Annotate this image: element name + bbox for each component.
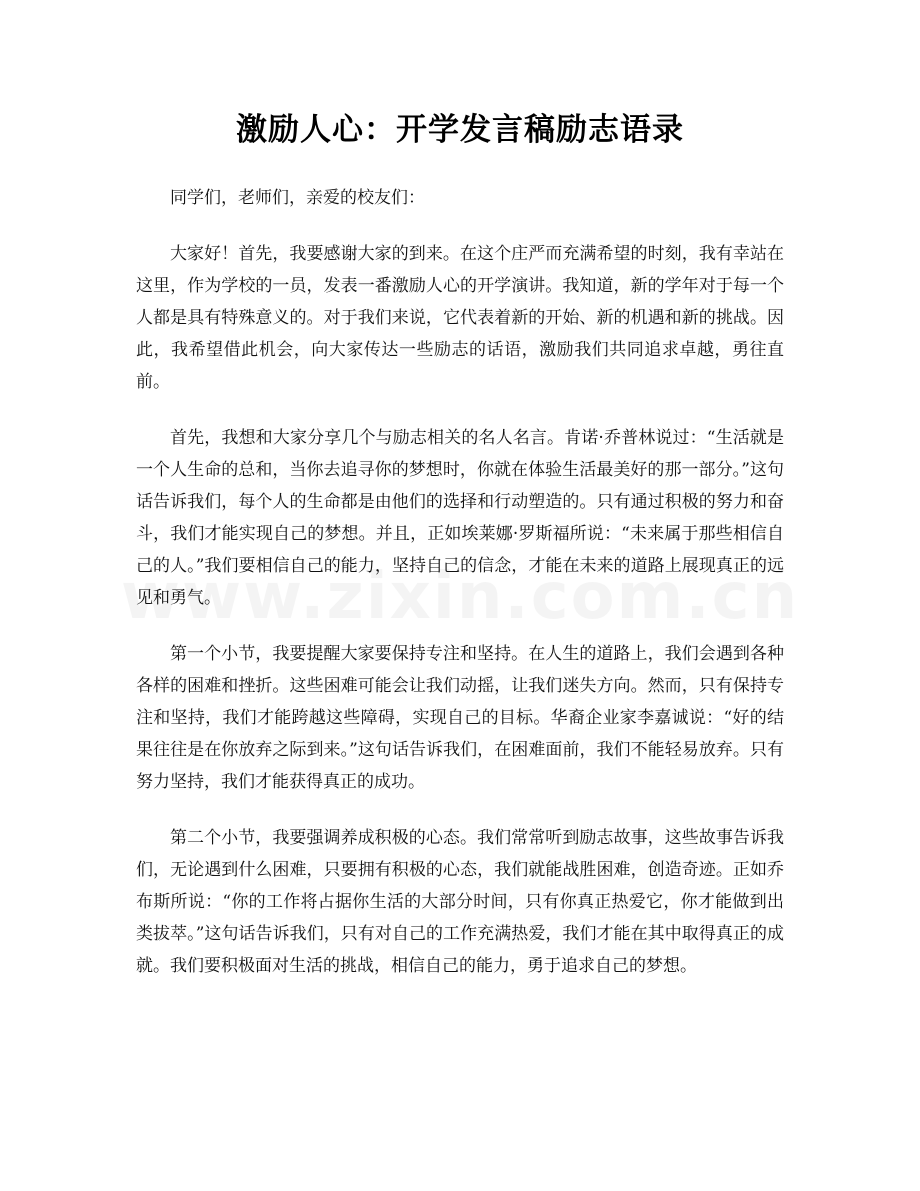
body-paragraph: 第二个小节，我要强调养成积极的心态。我们常常听到励志故事，这些故事告诉我们，无论遇到什么困难，只要拥有积极的心态，我们就能战胜困难，创造奇迹。正如乔布斯所说：“你的工作将占据你生活的大部分时间，只有你真正热爱它，你才能做到出类拔萃。”这句话告诉我们，只有对自己的工作充满热爱，我们才能在其中取得真正的成就。我们要积极面对生活的挑战，相信自己的能力，勇于追求自己的梦想。	[136, 828, 784, 976]
body-paragraph: 第一个小节，我要提醒大家要保持专注和坚持。在人生的道路上，我们会遇到各种各样的困难和挫折。这些困难可能会让我们动摇，让我们迷失方向。然而，只有保持专注和坚持，我们才能跨越这些障碍，实现自己的目标。华裔企业家李嘉诚说：“好的结果往往是在你放弃之际到来。”这句话告诉我们，在困难面前，我们不能轻易放弃。只有努力坚持，我们才能获得真正的成功。	[136, 644, 784, 792]
body-paragraph: 大家好！首先，我要感谢大家的到来。在这个庄严而充满希望的时刻，我有幸站在这里，作为学校的一员，发表一番激励人心的开学演讲。我知道，新的学年对于每一个人都是具有特殊意义的。对于我们来说，它代表着新的开始、新的机遇和新的挑战。因此，我希望借此机会，向大家传达一些励志的话语，激励我们共同追求卓越，勇往直前。	[136, 244, 784, 392]
document-title: 激励人心：开学发言稿励志语录	[236, 112, 684, 148]
greeting-paragraph: 同学们，老师们，亲爱的校友们：	[170, 188, 425, 208]
body-paragraph: 首先，我想和大家分享几个与励志相关的名人名言。肯诺·乔普林说过：“生活就是一个人生命的总和，当你去追寻你的梦想时，你就在体验生活最美好的那一部分。”这句话告诉我们，每个人的生命都是由他们的选择和行动塑造的。只有通过积极的努力和奋斗，我们才能实现自己的梦想。并且，正如埃莱娜·罗斯福所说：“未来属于那些相信自己的人。”我们要相信自己的能力，坚持自己的信念，才能在未来的道路上展现真正的远见和勇气。	[136, 428, 784, 608]
document-body	[136, 182, 784, 1006]
